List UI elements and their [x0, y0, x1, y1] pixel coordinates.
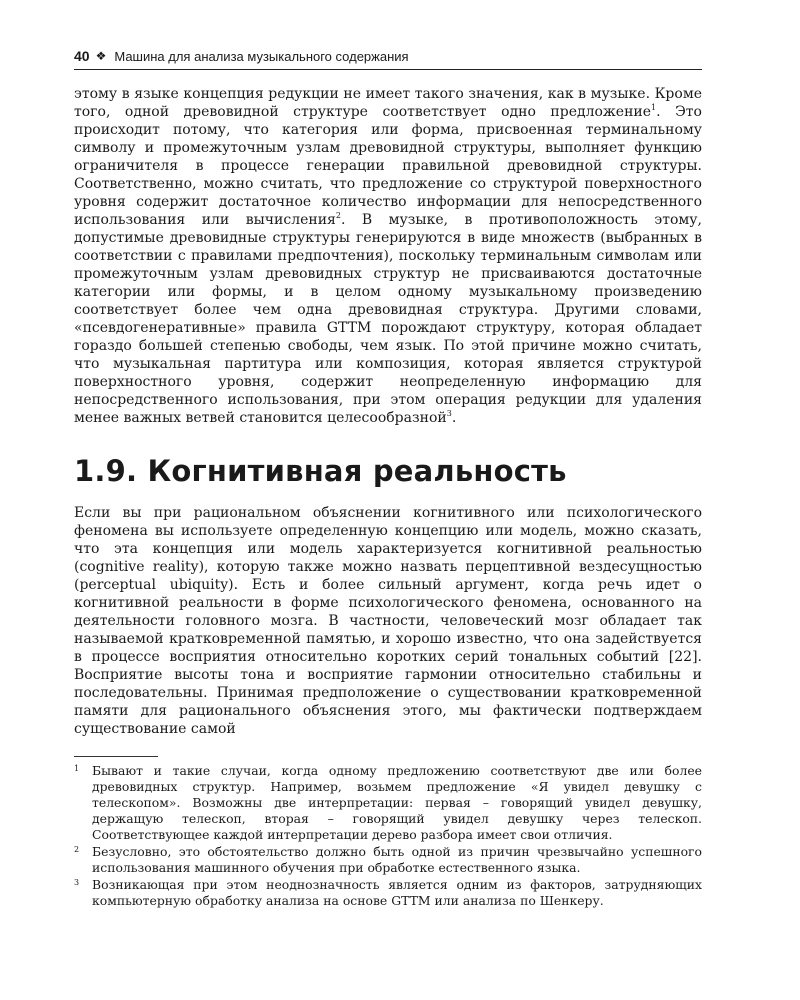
running-title: Машина для анализа музыкального содержания [114, 48, 409, 64]
paragraph-text: этому в языке концепция редукции не имеет такого значения, как в музыке. Кроме того, одной древовидной структуре соответствует одно предложение [74, 86, 702, 120]
footnote [74, 763, 702, 843]
footnote-text: Безусловно, это обстоятельство должно быть одной из причин чрезвычайно успешного использования машинного обучения при обработке естественного языка. [92, 844, 702, 875]
footnote [74, 877, 702, 909]
paragraph-text: . Это происходит потому, что категория или форма, присвоенная терминальному символу и промежуточным узлам древовидной структуры, выполняет функцию ограничителя в процессе генерации правильной древовидной структуры. Соответственно, можно считать, что предложение со структурой поверхностного уровня содержит достаточное количество информации для непосредственного использования или вычисления [74, 104, 702, 228]
footnote-mark: 1 [74, 764, 80, 773]
footnote-mark: 2 [74, 845, 80, 854]
footnote-ref-2[interactable]: 2 [335, 211, 341, 220]
footnote-divider [74, 756, 158, 757]
section-paragraph: Если вы при рациональном объяснении когнитивного или психологического феномена вы используете определенную концепцию или модель, можно сказать, что эта концепция или модель характеризуется когнитивной реальностью (cognitive reality), которую также можно назвать перцептивной вездесущностью (perceptual ubiquity). Есть и более сильный аргумент, когда речь идет о когнитивной реальности в форме психологического феномена, основанного на деятельности головного мозга. В частности, человеческий мозг обладает так называемой кратковременной памятью, и хорошо известно, что она задействуется в процессе восприятия относительно коротких серий тональных событий [22]. Восприятие высоты тона и восприятие гармонии относительно стабильны и последовательны. Принимая предположение о существовании кратковременной памяти для рационального объяснения этого, мы фактически подтверждаем существование самой [74, 505, 702, 737]
footnote-ref-1[interactable]: 1 [651, 103, 657, 112]
book-page [74, 48, 702, 910]
paragraph-continued [74, 85, 702, 427]
page-number: 40 [74, 48, 90, 64]
running-header [74, 48, 702, 70]
footnote-ref-3[interactable]: 3 [446, 409, 452, 418]
footnote-mark: 3 [74, 878, 80, 887]
diamond-ornament-icon: ❖ [95, 49, 107, 63]
footnotes [74, 763, 702, 909]
paragraph-text: . В музыке, в противоположность этому, допустимые древовидные структуры генерируются в виде множеств (выбранных в соответствии с правилами предпочтения), поскольку терминальным символам или промежуточным узлам древовидных структур не присваиваются достаточные категории или формы, и в целом одному музыкальному произведению соответствует более чем одна древовидная структура. Другими словами, «псевдогенеративные» правила GTTM порождают структуру, которая обладает гораздо большей степенью свободы, чем язык. По этой причине можно считать, что музыкальная партитура или композиция, которая является структурой поверхностного уровня, содержит неопределенную информацию для непосредственного использования, при этом операция редукции для удаления менее важных ветвей становится целесообразной [74, 212, 702, 426]
footnote [74, 844, 702, 876]
footnote-text: Возникающая при этом неоднозначность является одним из факторов, затрудняющих компьютерную обработку анализа на основе GTTM или анализа по Шенкеру. [92, 877, 702, 908]
section-heading: 1.9. Когнитивная реальность [74, 454, 567, 488]
paragraph-text: . [451, 410, 457, 426]
footnote-text: Бывают и такие случаи, когда одному предложению соответствуют две или более древовидных структур. Например, возьмем предложение «Я увидел девушку с телескопом». Возможны две интерпретации: первая – говорящий увидел девушку, держащую телескоп, вторая – говорящий увидел девушку через телескоп. Соответствующее каждой интерпретации дерево разбора имеет свои отличия. [92, 763, 702, 842]
